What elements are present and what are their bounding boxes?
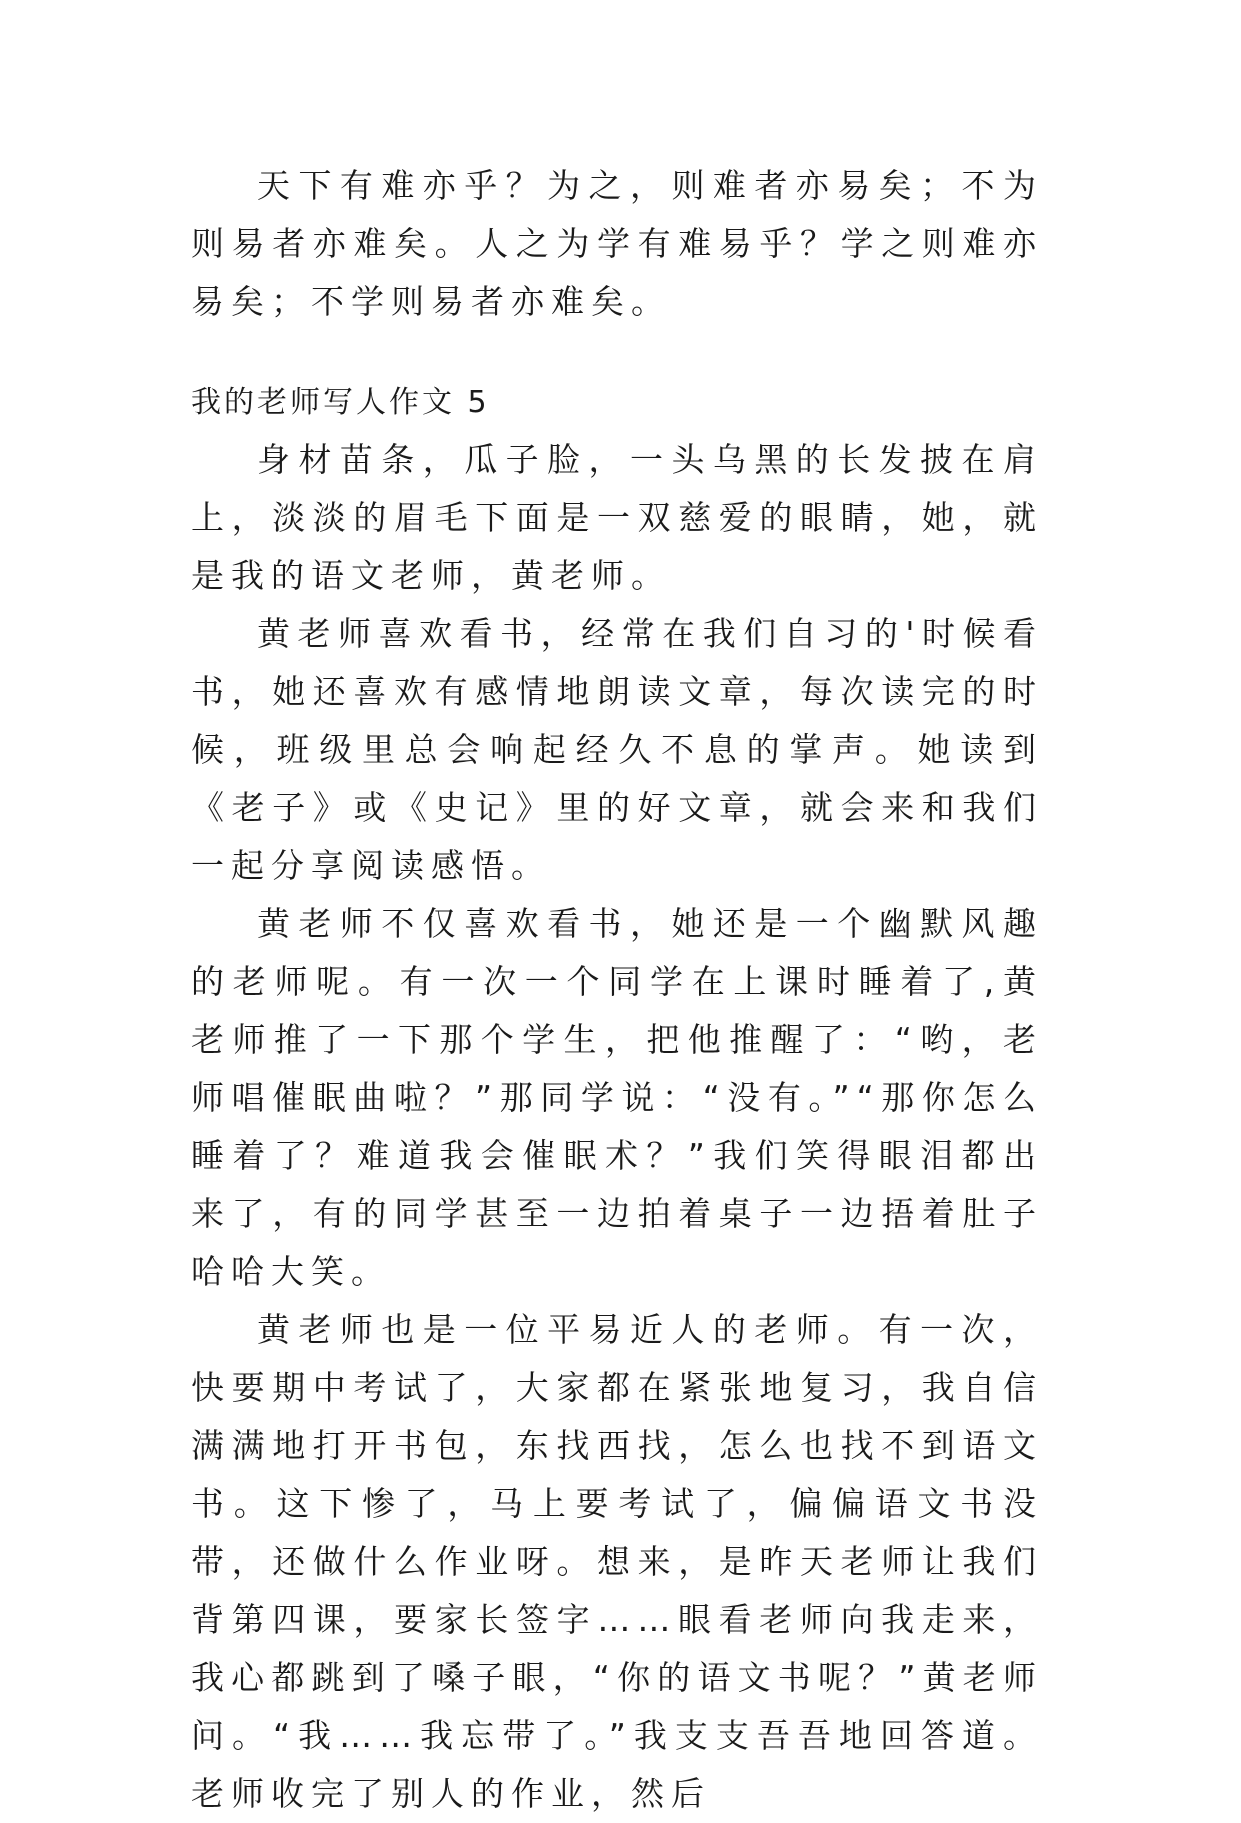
section-title: 我的老师写人作文 5: [191, 385, 490, 420]
body-paragraph: 黄老师喜欢看书，经常在我们自习的'时候看书，她还喜欢有感情地朗读文章，每次读完的时候，班级里总会响起经久不息的掌声。她读到《老子》或《史记》里的好文章，就会来和我们一起分享阅读感悟。: [191, 614, 1043, 885]
body-paragraph: 黄老师也是一位平易近人的老师。有一次，快要期中考试了，大家都在紧张地复习，我自信满满地打开书包，东找西找，怎么也找不到语文书。这下惨了，马上要考试了，偏偏语文书没带，还做什么作业呀。想来，是昨天老师让我们背第四课，要家长签字……眼看老师向我走来，我心都跳到了嗓子眼，“你的语文书呢？”黄老师问。“我……我忘带了。”我支支吾吾地回答道。老师收完了别人的作业，然后: [191, 1310, 1043, 1813]
body-paragraph: 黄老师不仅喜欢看书，她还是一个幽默风趣的老师呢。有一次一个同学在上课时睡着了,黄老师推了一下那个学生，把他推醒了：“哟，老师唱催眠曲啦？”那同学说：“没有。”“那你怎么睡着了？难道我会催眠术？”我们笑得眼泪都出来了，有的同学甚至一边拍着桌子一边捂着肚子哈哈大笑。: [191, 904, 1043, 1291]
document-body: [191, 157, 1043, 1823]
intro-paragraph: 天下有难亦乎？为之，则难者亦易矣；不为则易者亦难矣。人之为学有难易乎？学之则难亦易矣；不学则易者亦难矣。: [191, 166, 1043, 321]
body-paragraph: 身材苗条，瓜子脸，一头乌黑的长发披在肩上，淡淡的眉毛下面是一双慈爱的眼睛，她，就是我的语文老师，黄老师。: [191, 440, 1043, 595]
section-spacer: [191, 331, 1043, 375]
